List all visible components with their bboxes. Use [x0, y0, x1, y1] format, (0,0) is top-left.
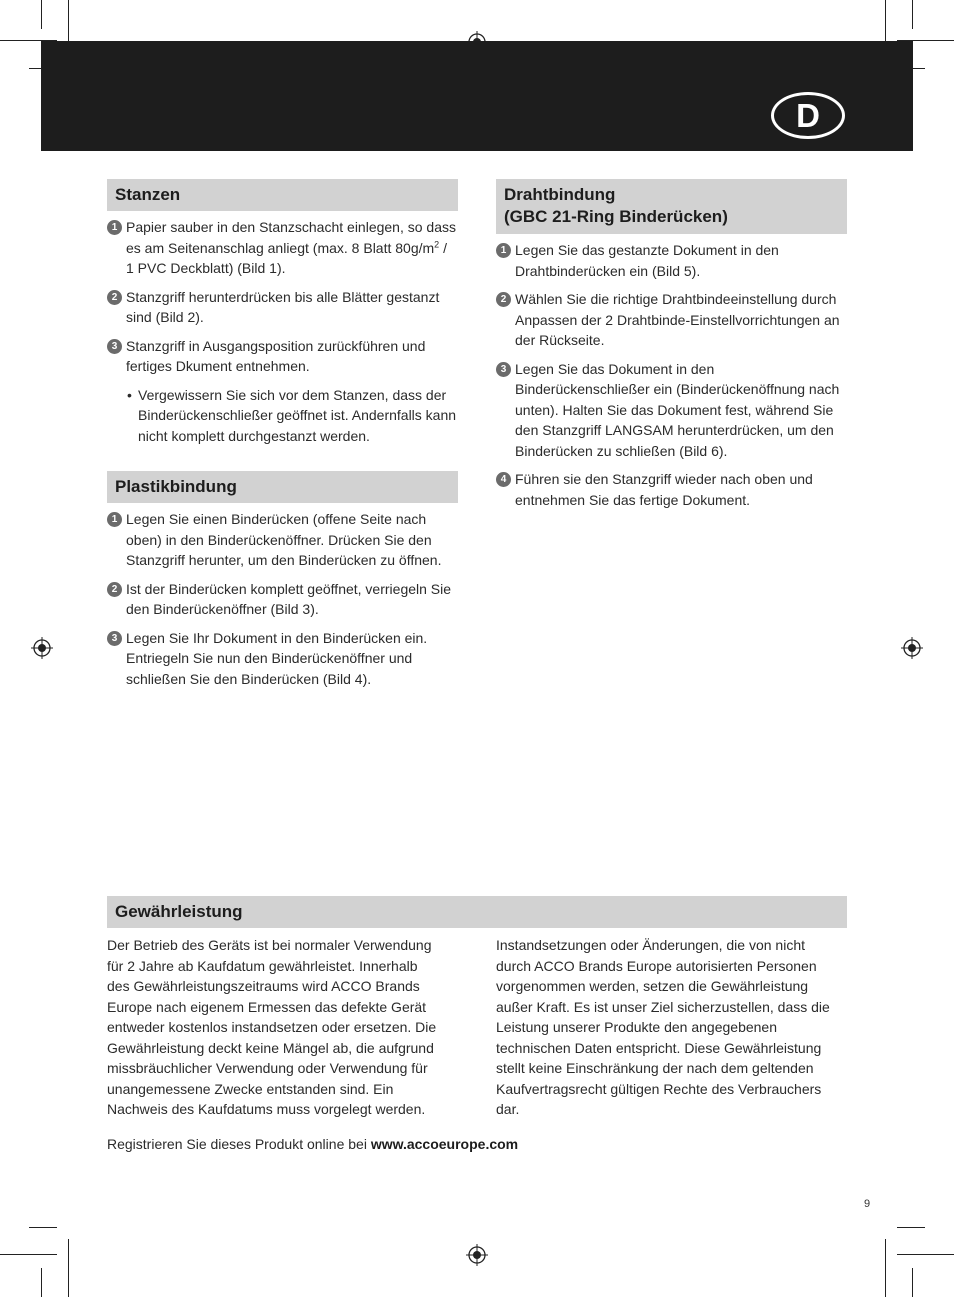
section-gewaehrleistung — [107, 896, 847, 928]
crop-mark — [885, 1239, 886, 1297]
step-list — [107, 509, 458, 689]
step-item — [496, 359, 847, 462]
section-title: Stanzen — [107, 179, 458, 211]
step-number: 1 — [107, 220, 122, 235]
crop-mark — [68, 1239, 69, 1297]
step-number: 1 — [496, 243, 511, 258]
section-title-line: Drahtbindung — [504, 185, 616, 204]
registration-mark-icon — [901, 637, 923, 659]
step-item — [496, 289, 847, 351]
step-text: Führen sie den Stanzgriff wieder nach oben und entnehmen Sie das fertige Dokument. — [515, 471, 813, 508]
bullet-note — [107, 385, 458, 447]
registration-mark-icon — [31, 637, 53, 659]
step-text: Ist der Binderücken komplett geöffnet, verriegeln Sie den Binderückenöffner (Bild 3). — [126, 580, 452, 617]
step-item — [107, 217, 458, 279]
register-link[interactable]: www.accoeurope.com — [370, 1136, 519, 1152]
warranty-text-right: Instandsetzungen oder Änderungen, die von nicht durch ACCO Brands Europe autorisierten Personen vorgenommen werden, setzen die Gewährleistung außer Kraft. Es ist unser Ziel sicherzustellen, dass die Leistung unserer Produkte den angegebenen technischen Daten entspricht. Diese Gewährleistung stellt keine Einschränkung der nach dem geltenden Kaufvertragsrecht gültigen Rechte des Verbrauchers dar. — [496, 937, 830, 1117]
step-item — [107, 628, 458, 690]
step-number: 2 — [107, 582, 122, 597]
step-text: Legen Sie einen Binderücken (offene Seite nach oben) in den Binderückenöffner. Drücken Sie den Stanzgriff herunter, um den Binderücken zu öffnen. — [126, 511, 442, 568]
step-number: 2 — [107, 290, 122, 305]
crop-mark — [912, 0, 913, 29]
section-title: Plastikbindung — [107, 471, 458, 503]
step-number: 4 — [496, 472, 511, 487]
superscript: 2 — [434, 238, 440, 249]
register-text: Registrieren Sie dieses Produkt online bei — [107, 1136, 371, 1152]
section-title-line: (GBC 21-Ring Binderücken) — [504, 207, 728, 226]
section-plastikbindung — [107, 471, 458, 697]
warranty-text-left: Der Betrieb des Geräts ist bei normaler Verwendung für 2 Jahre ab Kaufdatum gewährleistet. Innerhalb des Gewährleistungszeitraums wird ACCO Brands Europe nach eigenem Ermessen das defekte Gerät entweder kostenlos instandsetzen oder ersetzen. Die Gewährleistung deckt keine Mängel ab, die aufgrund missbräuchlicher Verwendung oder Verwendung für unangemessene Zwecke entstanden sind. Ein Nachweis des Kaufdatums muss vorgelegt werden. — [107, 937, 437, 1117]
step-text: Legen Sie das gestanzte Dokument in den Drahtbinderücken ein (Bild 5). — [515, 242, 779, 279]
register-note — [107, 1134, 518, 1154]
step-item — [107, 509, 458, 571]
step-text: Stanzgriff in Ausgangsposition zurückführen und fertiges Dkument entnehmen. — [126, 337, 426, 374]
header-banner — [41, 41, 913, 151]
section-drahtbindung — [496, 179, 847, 518]
step-number: 1 — [107, 512, 122, 527]
crop-mark — [41, 0, 42, 29]
step-number: 2 — [496, 292, 511, 307]
step-item — [107, 579, 458, 620]
crop-mark — [41, 1268, 42, 1297]
step-item — [496, 240, 847, 281]
bullet-text: Vergewissern Sie sich vor dem Stanzen, dass der Binderückenschließer geöffnet ist. Andernfalls kann nicht komplett durchgestanzt werden. — [138, 386, 457, 444]
step-list — [496, 240, 847, 510]
step-number: 3 — [107, 631, 122, 646]
step-text: Legen Sie das Dokument in den Binderückenschließer ein (Binderückenöffnung nach unten). Halten Sie das Dokument fest, während Sie den Stanzgriff LANGSAM herunterdrücken, um den Binderücken zu schließen (Bild 6). — [515, 360, 840, 459]
crop-mark — [897, 1254, 954, 1255]
step-text: Wählen Sie die richtige Drahtbindeeinstellung durch Anpassen der 2 Drahtbinde-Einstellvorrichtungen an der Rückseite. — [515, 291, 840, 348]
step-text: Legen Sie Ihr Dokument in den Binderücken ein. Entriegeln Sie nun den Binderückenöffner und schließen Sie den Binderücken (Bild 4). — [126, 629, 428, 687]
step-item — [107, 336, 458, 377]
step-list — [107, 217, 458, 377]
page-number: 9 — [864, 1198, 871, 1210]
bullet-mark: • — [127, 386, 132, 403]
step-text: / 1 PVC Deckblatt) (Bild 1). — [126, 239, 447, 276]
step-number: 3 — [107, 339, 122, 354]
step-number: 3 — [496, 362, 511, 377]
crop-mark — [912, 1268, 913, 1297]
language-badge: D — [771, 92, 845, 139]
crop-mark — [0, 1254, 57, 1255]
section-title: Gewährleistung — [107, 896, 847, 928]
step-text: Papier sauber in den Stanzschacht einlegen, so dass es am Seitenanschlag anliegt (max. 8 Blatt 80g/m — [126, 219, 456, 256]
step-item — [107, 287, 458, 328]
registration-mark-icon — [466, 1244, 488, 1266]
step-item — [496, 469, 847, 510]
section-stanzen — [107, 179, 458, 446]
step-text: Stanzgriff herunterdrücken bis alle Blätter gestanzt sind (Bild 2). — [126, 288, 440, 325]
crop-mark — [29, 1227, 57, 1228]
section-title — [496, 179, 847, 234]
crop-mark — [897, 1227, 925, 1228]
